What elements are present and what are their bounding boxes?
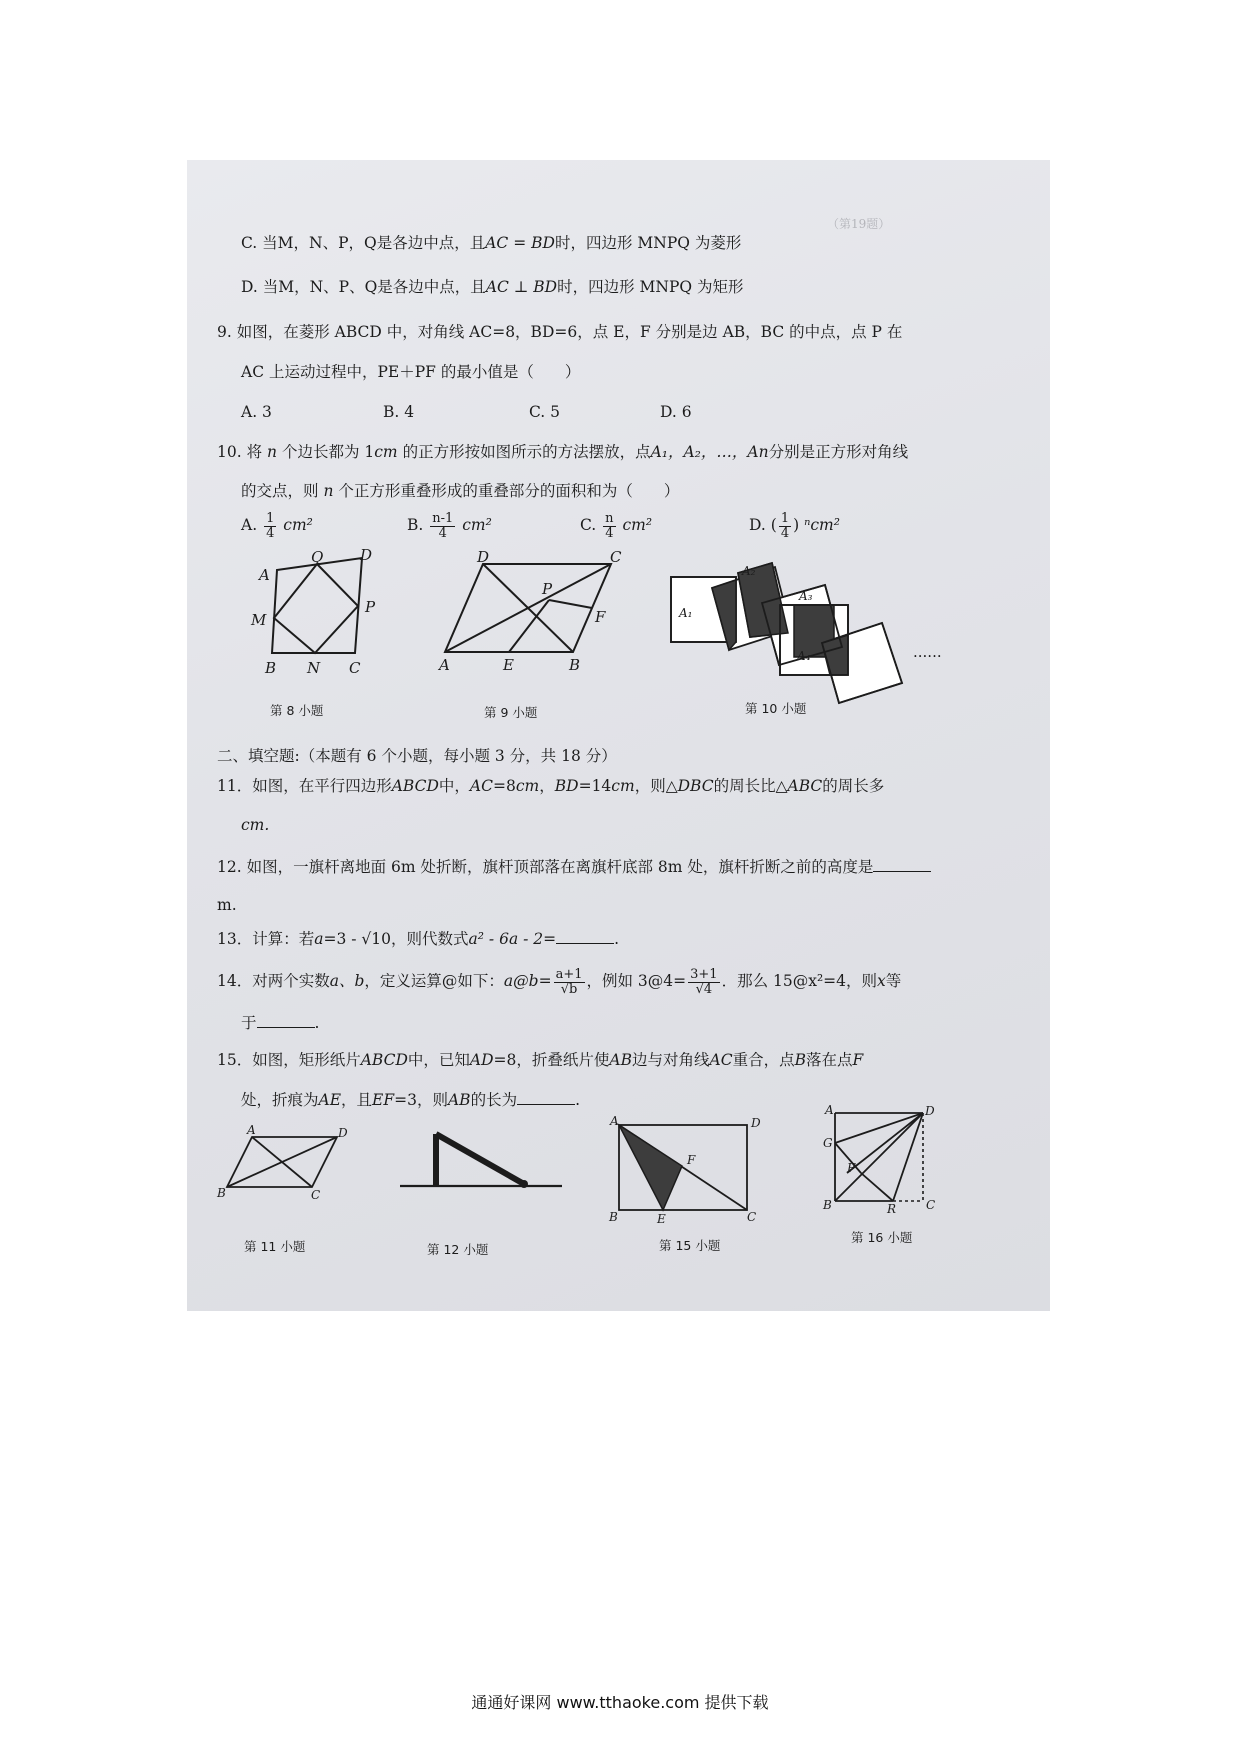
q14-t6: 于: [241, 1014, 257, 1032]
q11-t3: =8: [492, 777, 516, 795]
q14-ab: a、b: [329, 972, 365, 991]
q15-ef: EF: [372, 1091, 395, 1109]
fig9-label-c: C: [610, 548, 622, 566]
q15-ab2: AB: [447, 1091, 471, 1109]
q9-line2: AC 上运动过程中，PE＋PF 的最小值是（ ）: [241, 363, 581, 381]
fig8-label-b: B: [265, 659, 277, 677]
figure-15-folded-rectangle: [607, 1115, 762, 1225]
fig15-label-d: D: [751, 1116, 761, 1130]
q10-d-num: 1: [780, 511, 790, 526]
fig8-label-q: Q: [311, 548, 324, 566]
q10-option-d-label: D.: [749, 516, 766, 535]
q14-fraction-2: [688, 968, 719, 996]
fig11-label-d: D: [338, 1126, 348, 1140]
q10-option-a-fraction: [264, 512, 276, 540]
q10-l1-part1: 10. 将: [217, 443, 263, 461]
fig15-label-c: C: [747, 1210, 757, 1224]
q15-ac: AC: [709, 1051, 733, 1069]
q11-ac: AC: [469, 777, 493, 795]
q9-line1: 9. 如图，在菱形 ABCD 中，对角线 AC=8，BD=6，点 E，F 分别是边 AB，BC 的中点，点 P 在: [217, 323, 903, 341]
q15-t10: 的长为: [470, 1091, 518, 1109]
q15-t5: 重合，点: [732, 1051, 795, 1069]
fig11-label-b: B: [217, 1186, 226, 1200]
q10-l2-part1: 的交点，则: [241, 482, 319, 500]
fig9-label-e: E: [503, 656, 514, 674]
q15-ad: AD: [469, 1051, 494, 1069]
figure-9-rhombus: [439, 548, 625, 677]
q15-answer-blank: [517, 1092, 575, 1105]
q13-eq: =: [543, 930, 557, 948]
figure-12-broken-flagpole: [400, 1128, 565, 1198]
fig8-label-d: D: [360, 546, 373, 564]
q13-expr: a² - 6a - 2: [468, 930, 544, 948]
q15-t6: 落在点: [805, 1051, 853, 1069]
q8-option-c-math: AC = BD: [485, 234, 555, 252]
q14-den1: √b: [560, 981, 578, 997]
fig9-label-p: P: [542, 580, 553, 598]
q12-line2: m.: [217, 896, 237, 914]
q8-option-d-text: D. 当M，N、P、Q是各边中点，且: [241, 278, 486, 296]
figure-10-overlapping-squares: [667, 555, 957, 690]
fig9-label-b: B: [569, 656, 581, 674]
q10-l1-points: A₁，A₂，…，An: [650, 443, 769, 461]
q8-option-c-end: 时，四边形 MNPQ 为菱形: [554, 234, 742, 252]
q15-t8: ，且: [341, 1091, 373, 1109]
q15-t9: =3，则: [394, 1091, 448, 1109]
fig15-label-a: A: [610, 1114, 619, 1128]
q14-line1: [217, 968, 901, 996]
q14-num2: 3+1: [690, 967, 718, 982]
q10-c-num: n: [605, 511, 614, 526]
q11-t1: 11．如图，在平行四边形: [217, 777, 392, 795]
q10-l1-part4: 分别是正方形对角线: [768, 443, 909, 461]
q10-b-num: n-1: [432, 511, 454, 526]
q15-line1: [217, 1053, 863, 1069]
q10-option-c: [580, 512, 652, 540]
q11-abcd: ABCD: [391, 777, 439, 795]
q10-a-num: 1: [266, 511, 275, 526]
q10-d-den: 4: [780, 525, 790, 541]
fig16-label-b: B: [823, 1198, 832, 1212]
fig16-label-f: F: [847, 1161, 856, 1175]
q13-answer-blank: [556, 931, 614, 944]
section-2-heading: 二、填空题:（本题有 6 个小题，每小题 3 分，共 18 分）: [217, 747, 617, 765]
q15-t7: 处，折痕为: [241, 1091, 319, 1109]
fig8-label-n: N: [307, 659, 321, 677]
q14-t1: 14．对两个实数: [217, 972, 330, 991]
fig10-label-a3: A₃: [799, 589, 813, 603]
caption-figure-10: 第 10 小题: [745, 701, 807, 716]
q8-option-d: [241, 280, 744, 296]
q10-a-den: 4: [266, 525, 275, 541]
q14-end: .: [314, 1014, 320, 1032]
q14-t5: 等: [885, 972, 902, 991]
q14-t3: ，例如 3@4=: [586, 972, 687, 991]
q14-t2: ，定义运算@如下：: [364, 972, 504, 991]
q14-den2: √4: [695, 981, 713, 997]
footer-credit: 通通好课网 www.tthaoke.com 提供下载: [471, 1693, 769, 1712]
q15-end: .: [575, 1091, 581, 1109]
q11-t2: 中，: [438, 777, 470, 795]
q10-b-den: 4: [438, 525, 447, 541]
q10-option-b: [407, 512, 492, 540]
fig16-label-d: D: [925, 1104, 935, 1118]
q15-t4: 边与对角线: [632, 1051, 710, 1069]
q10-l1-part2: 个边长都为 1: [281, 443, 375, 461]
q14-line2: [241, 1015, 319, 1032]
fig9-label-a: A: [439, 656, 450, 674]
fig16-label-r: R: [887, 1202, 897, 1216]
fig8-label-m: M: [251, 611, 267, 629]
q11-t8: 的周长多: [822, 777, 885, 795]
caption-figure-11: 第 11 小题: [244, 1239, 306, 1254]
q11-cm1: cm: [515, 777, 540, 795]
figure-8-quadrilateral: [247, 546, 427, 677]
caption-figure-15: 第 15 小题: [659, 1238, 721, 1253]
fig10-label-a4: A₄: [797, 649, 811, 663]
q8-option-d-end: 时，四边形 MNPQ 为矩形: [557, 278, 744, 296]
q10-option-b-fraction: [430, 512, 455, 540]
q10-option-c-label: C.: [580, 516, 597, 535]
q15-b: B: [794, 1051, 806, 1069]
q10-l1-cm: cm: [374, 443, 398, 461]
q10-b-unit: cm²: [462, 516, 492, 535]
fig15-label-b: B: [609, 1210, 618, 1224]
q10-option-c-fraction: [603, 512, 615, 540]
q10-l1-n: n: [267, 443, 277, 461]
q14-num1: a+1: [555, 967, 583, 982]
q10-d-lparen: (: [770, 516, 777, 535]
photographed-exam-page: [187, 160, 1050, 1311]
q13-line: [217, 931, 619, 948]
q10-line1: [217, 445, 908, 461]
fig15-label-e: E: [657, 1212, 666, 1226]
figure-11-parallelogram: [207, 1125, 357, 1200]
fig16-label-a: A: [825, 1103, 834, 1117]
q11-line2: cm.: [241, 816, 270, 834]
q14-def: a@b=: [503, 972, 552, 991]
q11-t4: ，: [539, 777, 555, 795]
q15-t2: 中，已知: [407, 1051, 470, 1069]
q10-option-a: [241, 512, 313, 540]
q15-ab: AB: [609, 1051, 632, 1069]
q11-t5: =14: [578, 777, 612, 795]
q9-option-a: A. 3: [241, 403, 272, 421]
q13-var: a: [314, 930, 324, 948]
q10-option-a-label: A.: [241, 516, 258, 535]
fig10-label-a1: A₁: [679, 606, 693, 620]
fig8-label-a: A: [259, 566, 270, 584]
fig8-label-p: P: [365, 598, 376, 616]
q15-t3: =8，折叠纸片使: [493, 1051, 610, 1069]
q10-d-unit: ⁿcm²: [804, 516, 840, 535]
caption-figure-8: 第 8 小题: [270, 703, 324, 718]
q8-option-c-text: C. 当M，N、P，Q是各边中点，且: [241, 234, 486, 252]
q8-option-c: [241, 236, 741, 252]
q10-d-rparen: ): [793, 516, 800, 535]
fig10-label-a2: A₂: [742, 564, 756, 578]
q8-option-d-math: AC ⊥ BD: [485, 278, 558, 296]
q11-t6: ，则△: [634, 777, 678, 795]
q12-text: 12. 如图，一旗杆离地面 6m 处折断，旗杆顶部落在离旗杆底部 8m 处，旗杆折断之前的高度是: [217, 858, 874, 876]
q15-t1: 15．如图，矩形纸片: [217, 1051, 361, 1069]
q11-line1: [217, 779, 884, 795]
caption-figure-9: 第 9 小题: [484, 705, 538, 720]
q13-t1: 13．计算：若: [217, 930, 315, 948]
fig9-label-f: F: [595, 608, 606, 626]
q15-ae: AE: [318, 1091, 342, 1109]
figure-16-square: [817, 1105, 957, 1220]
fig8-label-c: C: [349, 659, 361, 677]
q14-t4: ．那么 15@x²=4，则: [721, 972, 878, 991]
q10-l2-n: n: [323, 482, 334, 500]
q9-option-c: C. 5: [529, 403, 561, 421]
fig10-ellipsis: ......: [913, 643, 942, 661]
fig11-label-a: A: [247, 1123, 256, 1137]
q10-option-d-fraction: [779, 512, 791, 540]
fig11-label-c: C: [311, 1188, 321, 1202]
q9-option-d: D. 6: [660, 403, 692, 421]
q13-end: .: [614, 930, 620, 948]
q11-t7: 的周长比△: [713, 777, 788, 795]
q10-c-den: 4: [605, 525, 614, 541]
q14-fraction-1: [554, 968, 585, 996]
q10-option-d: [749, 512, 840, 540]
q10-l1-part3: 的正方形按如图所示的方法摆放，点: [402, 443, 651, 461]
q10-line2: [241, 484, 679, 500]
fig15-label-f: F: [687, 1153, 696, 1167]
q11-abc: ABC: [787, 777, 823, 795]
fig9-label-d: D: [477, 548, 490, 566]
q11-dbc: DBC: [677, 777, 714, 795]
q10-c-unit: cm²: [622, 516, 653, 535]
bleed-through-text: （第19题）: [827, 217, 891, 231]
q14-answer-blank: [257, 1015, 315, 1028]
fig16-label-g: G: [823, 1136, 833, 1150]
caption-figure-12: 第 12 小题: [427, 1242, 489, 1257]
q12-answer-blank: [873, 859, 931, 872]
q10-option-b-label: B.: [407, 516, 424, 535]
q13-t2: =3 - √10，则代数式: [323, 930, 469, 948]
q10-a-unit: cm²: [283, 516, 313, 535]
q9-option-b: B. 4: [383, 403, 415, 421]
q11-bd: BD: [554, 777, 579, 795]
q11-cm2: cm: [611, 777, 635, 795]
q14-x: x: [877, 972, 886, 991]
q10-l2-part2: 个正方形重叠形成的重叠部分的面积和为（ ）: [338, 482, 680, 500]
q15-abcd: ABCD: [360, 1051, 408, 1069]
caption-figure-16: 第 16 小题: [851, 1230, 913, 1245]
q15-line2: [241, 1092, 580, 1109]
q15-f: F: [852, 1051, 864, 1069]
fig16-label-c: C: [926, 1198, 936, 1212]
q12-line1: [217, 859, 931, 876]
